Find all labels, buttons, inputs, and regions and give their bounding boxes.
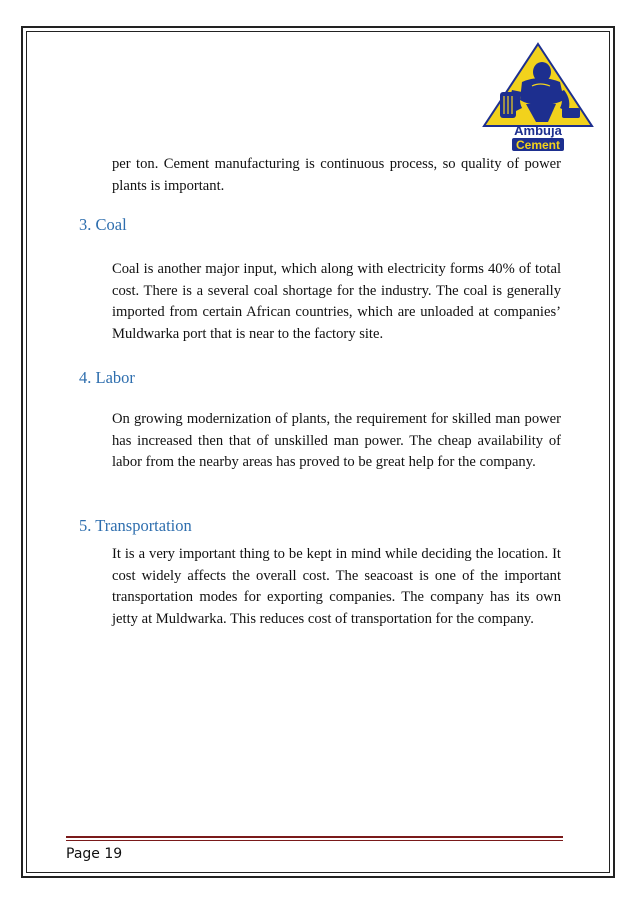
footer-rule-thick	[66, 836, 563, 838]
logo-brand-line2: Cement	[515, 138, 561, 152]
transportation-paragraph: It is a very important thing to be kept in mind while deciding the location. It cost widely affects the overall cost. The seacoast is one of the important transportation modes for exporting companies. The company has its own jetty at Muldwarka. This reduces cost of transportation for the company.	[112, 546, 561, 627]
page-number: Page 19	[66, 846, 123, 862]
coal-paragraph: Coal is another major input, which along with electricity forms 40% of total cost. There is a several coal shortage for the industry. The coal is generally imported from certain African countries, which are unloaded at companies’ Muldwarka port that is near to the factory site.	[112, 261, 561, 342]
heading-transportation: 5. Transportation	[79, 516, 192, 535]
intro-paragraph: per ton. Cement manufacturing is continuous process, so quality of power plants is important.	[112, 156, 561, 194]
heading-labor: 4. Labor	[79, 368, 135, 387]
labor-paragraph: On growing modernization of plants, the requirement for skilled man power has increased then that of unskilled man power. The cheap availability of labor from the nearby areas has proved to be great help for the company.	[112, 411, 561, 470]
heading-coal: 3. Coal	[79, 215, 127, 234]
logo-brand-line1: Ambuja	[514, 123, 562, 138]
footer-rule-thin	[66, 840, 563, 841]
